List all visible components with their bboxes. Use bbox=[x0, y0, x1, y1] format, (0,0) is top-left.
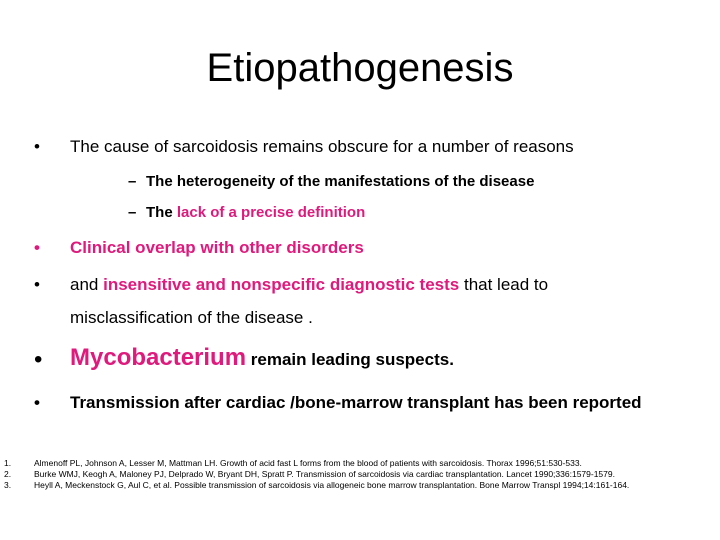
slide-title: Etiopathogenesis bbox=[206, 46, 514, 90]
sub-bullet-2-pre: The bbox=[146, 204, 177, 221]
sub-bullet-2-highlight: lack of a precise definition bbox=[176, 204, 366, 221]
bullet-3-dot: • bbox=[34, 275, 40, 294]
reference-text: Burke WMJ, Keogh A, Maloney PJ, Delprado W, Bryant DH, Spratt P. Transmission of sarcoidosis via cardiac transplantation. Lancet 1990;336:1579-1579. bbox=[34, 469, 615, 479]
reference-number: 1. bbox=[4, 458, 12, 468]
bullet-3-text bbox=[70, 275, 548, 295]
bullet-1 bbox=[34, 137, 40, 157]
reference-text: Heyll A, Meckenstock G, Aul C, et al. Possible transmission of sarcoidosis via allogeneic bone marrow transplantation. Bone Marrow Transpl 1994;14:161-164. bbox=[34, 480, 630, 490]
sub-bullet-2-text bbox=[146, 204, 365, 221]
bullet-3-highlight: insensitive and nonspecific diagnostic tests bbox=[103, 275, 460, 294]
bullet-1-text: The cause of sarcoidosis remains obscure for a number of reasons bbox=[70, 137, 574, 156]
bullet-2-text: Clinical overlap with other disorders bbox=[70, 238, 364, 257]
bullet-4-dot: • bbox=[34, 346, 43, 373]
bullet-4-text bbox=[70, 344, 454, 372]
bullet-dot: • bbox=[34, 137, 40, 156]
sub-bullet-1-text: The heterogeneity of the manifestations of the disease bbox=[146, 173, 535, 190]
reference-number: 3. bbox=[4, 480, 12, 490]
reference-item bbox=[0, 479, 720, 491]
bullet-3-line-2: misclassification of the disease . bbox=[70, 308, 313, 327]
reference-number: 2. bbox=[4, 469, 12, 479]
sub-bullet-2-dash: – bbox=[128, 204, 137, 221]
bullet-5-dot: • bbox=[34, 393, 40, 412]
reference-text: Almenoff PL, Johnson A, Lesser M, Mattman LH. Growth of acid fast L forms from the blood of patients with sarcoidosis. Thorax 1996;51:530-533. bbox=[34, 458, 582, 468]
sub-bullet-1-dash: – bbox=[128, 173, 137, 190]
bullet-5-text: Transmission after cardiac /bone-marrow transplant has been reported bbox=[70, 393, 642, 412]
bullet-4-highlight: Mycobacterium bbox=[70, 344, 247, 371]
bullet-3-pre: and bbox=[70, 275, 104, 294]
bullet-4-post: remain leading suspects. bbox=[246, 350, 454, 369]
bullet-2-dot: • bbox=[34, 238, 40, 257]
bullet-3-post: that lead to bbox=[459, 275, 549, 294]
